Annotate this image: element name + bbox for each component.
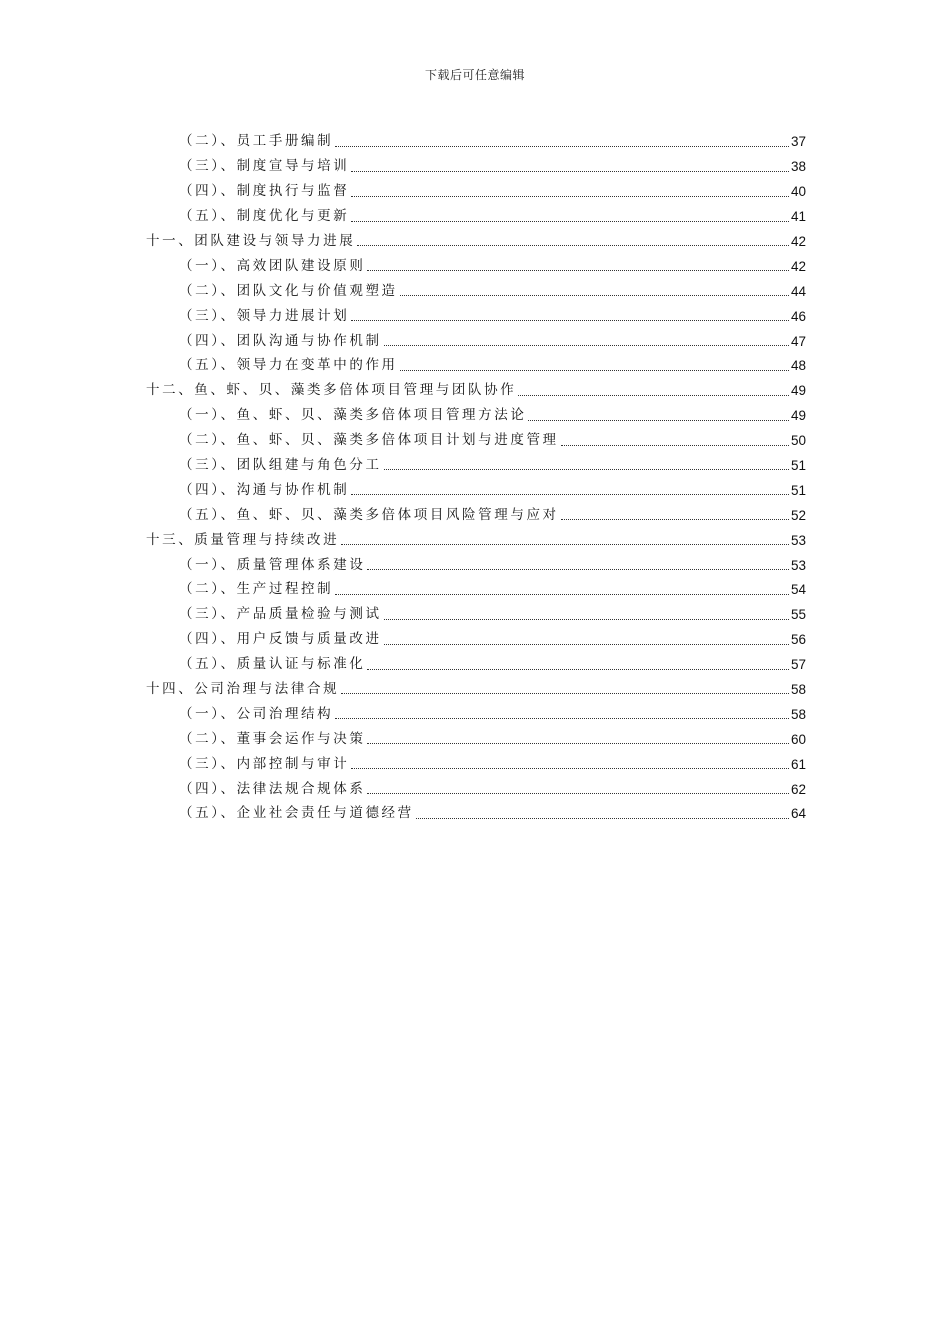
toc-page-number: 42 <box>790 258 806 274</box>
toc-page-number: 47 <box>790 333 806 349</box>
toc-entry-title: （三）、团队组建与角色分工 <box>179 456 382 473</box>
toc-dot-leader <box>416 818 789 819</box>
toc-dot-leader <box>518 395 789 396</box>
toc-page-number: 60 <box>790 731 806 747</box>
toc-section-entry[interactable] <box>146 325 806 350</box>
toc-dot-leader <box>367 569 789 570</box>
toc-page-number: 54 <box>790 582 806 598</box>
toc-entry-title: （五）、领导力在变革中的作用 <box>179 357 398 374</box>
toc-section-entry[interactable] <box>146 176 806 201</box>
toc-section-entry[interactable] <box>146 499 806 524</box>
toc-page-number: 61 <box>790 756 806 772</box>
toc-dot-leader <box>400 295 789 296</box>
toc-entry-title: （四）、团队沟通与协作机制 <box>179 332 382 349</box>
toc-page-number: 40 <box>790 184 806 200</box>
toc-section-entry[interactable] <box>146 425 806 450</box>
toc-section-entry[interactable] <box>146 126 806 151</box>
toc-section-entry[interactable] <box>146 698 806 723</box>
toc-entry-title: （一）、公司治理结构 <box>179 705 334 722</box>
toc-entry-title: （四）、制度执行与监督 <box>179 183 350 200</box>
toc-entry-title: （三）、内部控制与审计 <box>179 755 350 772</box>
toc-section-entry[interactable] <box>146 723 806 748</box>
toc-entry-title: （三）、领导力进展计划 <box>179 307 350 324</box>
toc-entry-title: （一）、高效团队建设原则 <box>179 257 366 274</box>
toc-section-entry[interactable] <box>146 549 806 574</box>
toc-entry-title: （二）、团队文化与价值观塑造 <box>179 282 398 299</box>
toc-dot-leader <box>357 245 789 246</box>
table-of-contents <box>146 126 806 823</box>
toc-entry-title: （四）、沟通与协作机制 <box>179 481 350 498</box>
toc-dot-leader <box>528 420 789 421</box>
toc-entry-title: （四）、用户反馈与质量改进 <box>179 631 382 648</box>
toc-entry-title: （三）、产品质量检验与测试 <box>179 606 382 623</box>
toc-section-entry[interactable] <box>146 250 806 275</box>
toc-section-entry[interactable] <box>146 450 806 475</box>
toc-page-number: 57 <box>790 657 806 673</box>
toc-page-number: 64 <box>790 806 806 822</box>
toc-section-entry[interactable] <box>146 574 806 599</box>
toc-dot-leader <box>335 718 789 719</box>
toc-page-number: 49 <box>790 383 806 399</box>
toc-section-entry[interactable] <box>146 773 806 798</box>
toc-entry-title: 十二、鱼、虾、贝、藻类多倍体项目管理与团队协作 <box>146 382 517 399</box>
toc-dot-leader <box>335 594 789 595</box>
toc-section-entry[interactable] <box>146 300 806 325</box>
toc-page-number: 44 <box>790 283 806 299</box>
toc-section-entry[interactable] <box>146 624 806 649</box>
toc-dot-leader <box>384 345 789 346</box>
toc-page-number: 62 <box>790 781 806 797</box>
toc-entry-title: （四）、法律法规合规体系 <box>179 780 366 797</box>
toc-section-entry[interactable] <box>146 201 806 226</box>
toc-entry-title: （一）、鱼、虾、贝、藻类多倍体项目管理方法论 <box>179 407 527 424</box>
toc-section-entry[interactable] <box>146 400 806 425</box>
toc-dot-leader <box>367 743 789 744</box>
toc-entry-title: （五）、鱼、虾、贝、藻类多倍体项目风险管理与应对 <box>179 506 559 523</box>
toc-dot-leader <box>400 370 789 371</box>
toc-page-number: 41 <box>790 209 806 225</box>
toc-entry-title: 十一、团队建设与领导力进展 <box>146 232 356 249</box>
toc-dot-leader <box>351 221 789 222</box>
toc-dot-leader <box>341 693 789 694</box>
toc-entry-title: （二）、生产过程控制 <box>179 581 334 598</box>
toc-page-number: 42 <box>790 233 806 249</box>
toc-dot-leader <box>351 768 789 769</box>
toc-entry-title: 十四、公司治理与法律合规 <box>146 680 340 697</box>
toc-page-number: 49 <box>790 408 806 424</box>
toc-section-entry[interactable] <box>146 798 806 823</box>
toc-dot-leader <box>351 171 789 172</box>
toc-dot-leader <box>384 619 789 620</box>
toc-chapter-entry[interactable] <box>146 524 806 549</box>
toc-dot-leader <box>384 469 789 470</box>
toc-page-number: 52 <box>790 507 806 523</box>
toc-dot-leader <box>351 494 789 495</box>
toc-page-number: 53 <box>790 557 806 573</box>
toc-dot-leader <box>367 270 789 271</box>
toc-dot-leader <box>384 644 789 645</box>
toc-entry-title: （二）、鱼、虾、贝、藻类多倍体项目计划与进度管理 <box>179 432 559 449</box>
toc-dot-leader <box>561 445 789 446</box>
toc-page-number: 56 <box>790 632 806 648</box>
toc-dot-leader <box>561 519 789 520</box>
toc-page-number: 55 <box>790 607 806 623</box>
toc-dot-leader <box>367 669 789 670</box>
toc-page-number: 37 <box>790 134 806 150</box>
toc-dot-leader <box>351 196 789 197</box>
toc-chapter-entry[interactable] <box>146 375 806 400</box>
toc-section-entry[interactable] <box>146 474 806 499</box>
toc-page-number: 53 <box>790 532 806 548</box>
toc-dot-leader <box>351 320 789 321</box>
toc-section-entry[interactable] <box>146 151 806 176</box>
toc-section-entry[interactable] <box>146 649 806 674</box>
toc-entry-title: （二）、员工手册编制 <box>179 133 334 150</box>
toc-section-entry[interactable] <box>146 748 806 773</box>
toc-page-number: 50 <box>790 433 806 449</box>
toc-page-number: 58 <box>790 706 806 722</box>
toc-entry-title: （五）、质量认证与标准化 <box>179 656 366 673</box>
toc-dot-leader <box>367 793 789 794</box>
toc-entry-title: 十三、质量管理与持续改进 <box>146 531 340 548</box>
toc-page-number: 51 <box>790 482 806 498</box>
toc-section-entry[interactable] <box>146 599 806 624</box>
toc-entry-title: （一）、质量管理体系建设 <box>179 556 366 573</box>
toc-entry-title: （五）、企业社会责任与道德经营 <box>179 805 414 822</box>
toc-entry-title: （三）、制度宣导与培训 <box>179 158 350 175</box>
toc-chapter-entry[interactable] <box>146 226 806 251</box>
toc-page-number: 48 <box>790 358 806 374</box>
toc-dot-leader <box>341 544 789 545</box>
toc-entry-title: （五）、制度优化与更新 <box>179 208 350 225</box>
toc-entry-title: （二）、董事会运作与决策 <box>179 730 366 747</box>
toc-section-entry[interactable] <box>146 275 806 300</box>
toc-page-number: 58 <box>790 681 806 697</box>
toc-dot-leader <box>335 146 789 147</box>
toc-section-entry[interactable] <box>146 350 806 375</box>
toc-page-number: 46 <box>790 308 806 324</box>
toc-chapter-entry[interactable] <box>146 674 806 699</box>
toc-page-number: 38 <box>790 159 806 175</box>
page-header: 下载后可任意编辑 <box>424 68 525 82</box>
toc-page-number: 51 <box>790 457 806 473</box>
